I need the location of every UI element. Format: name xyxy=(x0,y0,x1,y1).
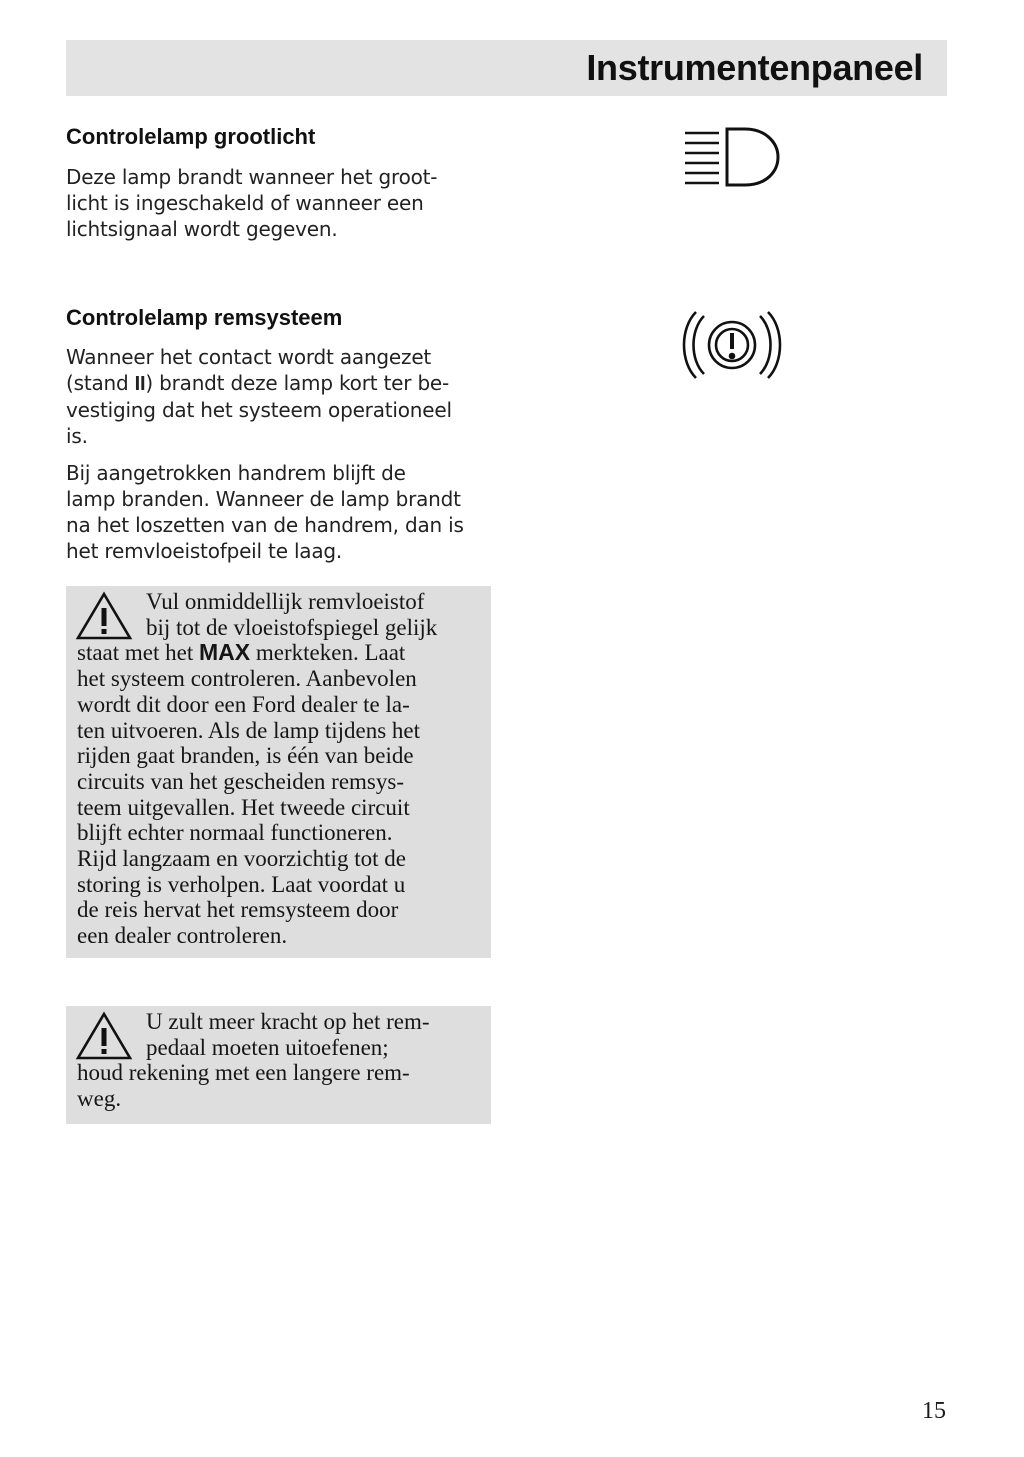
text-line: vestiging dat het systeem operationeel xyxy=(66,398,452,422)
text-line: na het loszetten van de handrem, dan is xyxy=(66,513,464,537)
text-line: Wanneer het contact wordt aangezet xyxy=(66,345,432,369)
text-line: weg. xyxy=(77,1086,122,1112)
text-line: het systeem controleren. Aanbevolen xyxy=(77,666,417,692)
text-line: ten uitvoeren. Als de lamp tijdens het xyxy=(77,717,421,743)
brake-paragraph-1 xyxy=(66,344,506,449)
warning-box-pedal-force xyxy=(66,1006,491,1124)
section-heading-brake: Controlelamp remsysteem xyxy=(66,305,343,330)
text-line: teem uitgevallen. Het tweede circuit xyxy=(77,794,410,820)
text-fragment: staat met het xyxy=(77,640,199,666)
text-fragment: (stand xyxy=(66,371,135,395)
text-line: lamp branden. Wanneer de lamp brandt xyxy=(66,487,461,511)
warning-text xyxy=(77,1009,430,1112)
text-line: bij tot de vloeistofspiegel gelijk xyxy=(146,614,438,640)
brake-warning-icon xyxy=(676,304,788,386)
text-line: de reis hervat het remsysteem door xyxy=(77,897,399,923)
text-line: blijft echter normaal functioneren. xyxy=(77,820,393,846)
text-fragment: merkteken. Laat xyxy=(250,640,406,666)
header-band xyxy=(66,40,947,96)
highbeam-description xyxy=(66,164,506,242)
max-label: MAX xyxy=(199,639,251,666)
text-line: licht is ingeschakeld of wanneer een xyxy=(66,191,424,215)
text-line: circuits van het gescheiden remsys- xyxy=(77,768,404,794)
text-line: het remvloeistofpeil te laag. xyxy=(66,539,343,563)
text-line: wordt dit door een Ford dealer te la- xyxy=(77,691,410,717)
text-line: Rijd langzaam en voorzichtig tot de xyxy=(77,846,406,872)
text-line: Deze lamp brandt wanneer het groot- xyxy=(66,165,438,189)
page-number: 15 xyxy=(922,1398,946,1424)
text-line xyxy=(66,370,506,397)
high-beam-icon xyxy=(683,124,781,190)
text-line: rijden gaat branden, is één van beide xyxy=(77,743,414,769)
text-line: pedaal moeten uitoefenen; xyxy=(146,1034,389,1060)
text-line xyxy=(77,640,437,666)
text-line: Vul onmiddellijk remvloeistof xyxy=(146,589,425,614)
page-title: Instrumentenpaneel xyxy=(586,47,923,88)
brake-paragraph-2 xyxy=(66,460,506,564)
warning-text xyxy=(77,589,437,949)
section-heading-highbeam: Controlelamp grootlicht xyxy=(66,124,316,149)
text-line: storing is verholpen. Laat voordat u xyxy=(77,871,406,897)
text-line: lichtsignaal wordt gegeven. xyxy=(66,217,338,241)
stand-ii-label: II xyxy=(134,373,146,395)
text-line: U zult meer kracht op het rem- xyxy=(146,1009,430,1034)
text-fragment: ) brandt deze lamp kort ter be- xyxy=(145,371,450,395)
text-line: een dealer controleren. xyxy=(77,923,288,949)
text-line: houd rekening met een langere rem- xyxy=(77,1060,410,1086)
warning-box-brake-fluid xyxy=(66,586,491,958)
text-line: Bij aangetrokken handrem blijft de xyxy=(66,461,406,485)
text-line: is. xyxy=(66,424,88,448)
